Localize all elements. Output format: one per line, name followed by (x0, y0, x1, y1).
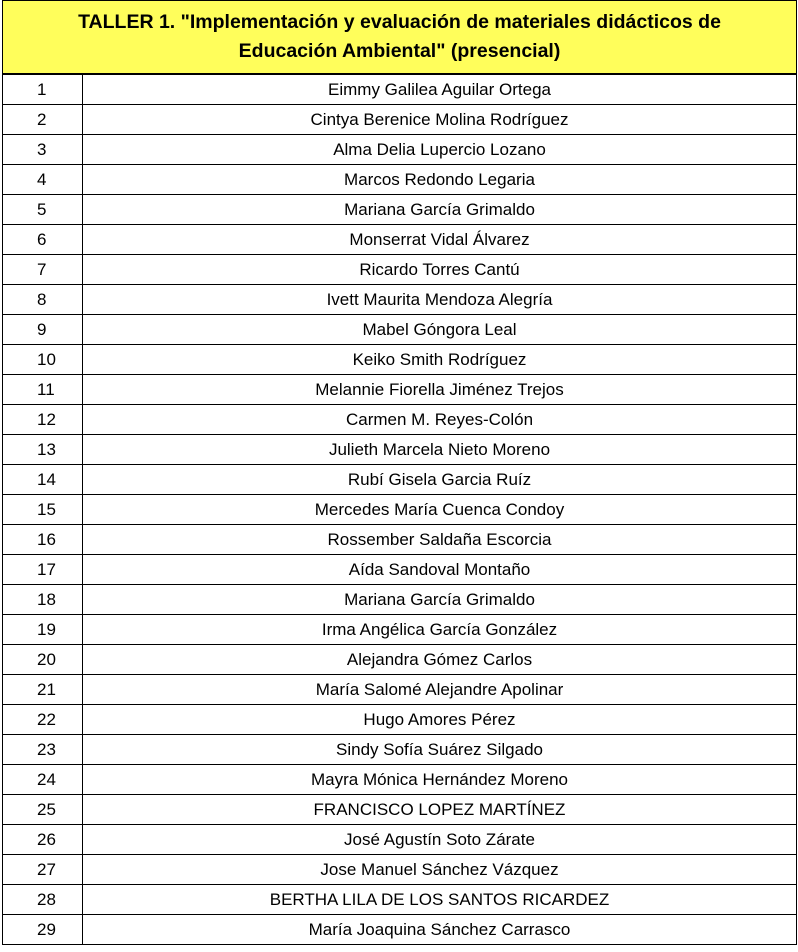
table-row (3, 285, 797, 315)
participant-name-cell[interactable]: Ricardo Torres Cantú (83, 255, 797, 285)
participant-name-cell[interactable]: Mercedes María Cuenca Condoy (83, 495, 797, 525)
row-number-cell[interactable]: 4 (3, 165, 83, 195)
workshop-title-line-2: Educación Ambiental" (presencial) (238, 40, 561, 62)
row-number-cell[interactable]: 17 (3, 555, 83, 585)
table-row (3, 585, 797, 615)
participant-name-cell[interactable]: Alejandra Gómez Carlos (83, 645, 797, 675)
table-row (3, 375, 797, 405)
table-row (3, 495, 797, 525)
table-row (3, 555, 797, 585)
table-row (3, 675, 797, 705)
participant-name-cell[interactable]: Mayra Mónica Hernández Moreno (83, 765, 797, 795)
participant-name-cell[interactable]: María Salomé Alejandre Apolinar (83, 675, 797, 705)
title-row (3, 1, 797, 75)
row-number-cell[interactable]: 18 (3, 585, 83, 615)
row-number-cell[interactable]: 28 (3, 885, 83, 915)
row-number-cell[interactable]: 9 (3, 315, 83, 345)
participant-name-cell[interactable]: Melannie Fiorella Jiménez Trejos (83, 375, 797, 405)
participant-name-cell[interactable]: Julieth Marcela Nieto Moreno (83, 435, 797, 465)
participant-name-cell[interactable]: Alma Delia Lupercio Lozano (83, 135, 797, 165)
participant-name-cell[interactable]: Carmen M. Reyes-Colón (83, 405, 797, 435)
participant-name-cell[interactable]: José Agustín Soto Zárate (83, 825, 797, 855)
table-row (3, 345, 797, 375)
participant-name-cell[interactable]: Mabel Góngora Leal (83, 315, 797, 345)
participant-name-cell[interactable]: Marcos Redondo Legaria (83, 165, 797, 195)
table-row (3, 195, 797, 225)
row-number-cell[interactable]: 19 (3, 615, 83, 645)
participant-name-cell[interactable]: Sindy Sofía Suárez Silgado (83, 735, 797, 765)
participant-name-cell[interactable]: Keiko Smith Rodríguez (83, 345, 797, 375)
row-number-cell[interactable]: 21 (3, 675, 83, 705)
table-row (3, 74, 797, 105)
participant-name-cell[interactable]: Irma Angélica García González (83, 615, 797, 645)
table-row (3, 825, 797, 855)
row-number-cell[interactable]: 22 (3, 705, 83, 735)
participant-name-cell[interactable]: BERTHA LILA DE LOS SANTOS RICARDEZ (83, 885, 797, 915)
table-row (3, 405, 797, 435)
participant-name-cell[interactable]: Jose Manuel Sánchez Vázquez (83, 855, 797, 885)
row-number-cell[interactable]: 14 (3, 465, 83, 495)
row-number-cell[interactable]: 7 (3, 255, 83, 285)
participant-name-cell[interactable]: Mariana García Grimaldo (83, 195, 797, 225)
row-number-cell[interactable]: 15 (3, 495, 83, 525)
row-number-cell[interactable]: 11 (3, 375, 83, 405)
row-number-cell[interactable]: 23 (3, 735, 83, 765)
table-row (3, 465, 797, 495)
table-row (3, 225, 797, 255)
workshop-title[interactable] (3, 1, 797, 75)
participant-name-cell[interactable]: Cintya Berenice Molina Rodríguez (83, 105, 797, 135)
table-row (3, 435, 797, 465)
participant-name-cell[interactable]: María Joaquina Sánchez Carrasco (83, 915, 797, 945)
participant-name-cell[interactable]: Hugo Amores Pérez (83, 705, 797, 735)
row-number-cell[interactable]: 3 (3, 135, 83, 165)
table-row (3, 795, 797, 825)
row-number-cell[interactable]: 6 (3, 225, 83, 255)
participant-name-cell[interactable]: Monserrat Vidal Álvarez (83, 225, 797, 255)
table-row (3, 315, 797, 345)
row-number-cell[interactable]: 2 (3, 105, 83, 135)
table-row (3, 525, 797, 555)
participant-name-cell[interactable]: Rubí Gisela Garcia Ruíz (83, 465, 797, 495)
row-number-cell[interactable]: 29 (3, 915, 83, 945)
table-row (3, 855, 797, 885)
table-row (3, 705, 797, 735)
participant-name-cell[interactable]: Mariana García Grimaldo (83, 585, 797, 615)
table-row (3, 165, 797, 195)
participant-name-cell[interactable]: Eimmy Galilea Aguilar Ortega (83, 74, 797, 105)
table-row (3, 255, 797, 285)
table-row (3, 735, 797, 765)
row-number-cell[interactable]: 10 (3, 345, 83, 375)
table-row (3, 645, 797, 675)
row-number-cell[interactable]: 8 (3, 285, 83, 315)
participant-name-cell[interactable]: FRANCISCO LOPEZ MARTÍNEZ (83, 795, 797, 825)
row-number-cell[interactable]: 27 (3, 855, 83, 885)
row-number-cell[interactable]: 5 (3, 195, 83, 225)
participants-table (2, 0, 797, 945)
row-number-cell[interactable]: 1 (3, 74, 83, 105)
table-row (3, 765, 797, 795)
table-row (3, 915, 797, 945)
table-row (3, 135, 797, 165)
row-number-cell[interactable]: 25 (3, 795, 83, 825)
table-row (3, 105, 797, 135)
participant-name-cell[interactable]: Ivett Maurita Mendoza Alegría (83, 285, 797, 315)
table-row (3, 885, 797, 915)
participant-name-cell[interactable]: Rossember Saldaña Escorcia (83, 525, 797, 555)
table-row (3, 615, 797, 645)
workshop-title-line-1: TALLER 1. "Implementación y evaluación de materiales didácticos de (78, 11, 721, 33)
row-number-cell[interactable]: 12 (3, 405, 83, 435)
participant-name-cell[interactable]: Aída Sandoval Montaño (83, 555, 797, 585)
row-number-cell[interactable]: 20 (3, 645, 83, 675)
row-number-cell[interactable]: 16 (3, 525, 83, 555)
row-number-cell[interactable]: 26 (3, 825, 83, 855)
row-number-cell[interactable]: 24 (3, 765, 83, 795)
row-number-cell[interactable]: 13 (3, 435, 83, 465)
